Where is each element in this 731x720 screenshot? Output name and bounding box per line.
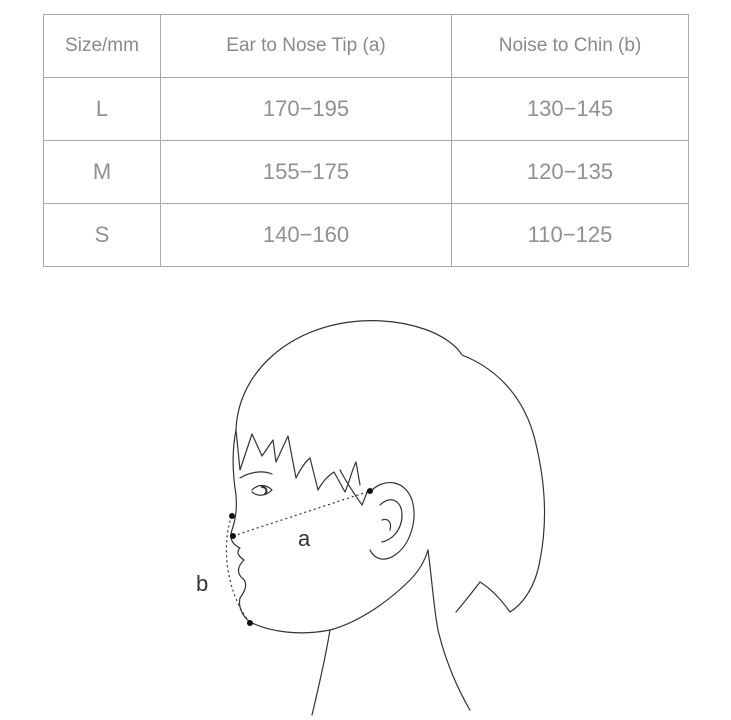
point-chin xyxy=(247,620,253,626)
table-row xyxy=(44,204,689,267)
table-header-row xyxy=(44,15,689,78)
label-a: a xyxy=(298,526,311,551)
point-nose-bridge xyxy=(229,513,235,519)
ear-to-nose-cell: 170−195 xyxy=(161,78,452,141)
head-measurement-diagram xyxy=(0,300,731,720)
point-ear xyxy=(367,488,373,494)
hair-fringe xyxy=(236,430,360,492)
eyebrow xyxy=(240,472,272,478)
table-row xyxy=(44,78,689,141)
size-cell: L xyxy=(44,78,161,141)
ear-outline xyxy=(370,483,414,560)
label-b: b xyxy=(196,571,209,596)
hair-back-edge xyxy=(456,582,510,612)
point-nose-tip xyxy=(230,533,236,539)
table-row xyxy=(44,141,689,204)
jaw-neck xyxy=(250,550,428,633)
neck-back xyxy=(428,550,470,710)
header-nose-to-chin: Noise to Chin (b) xyxy=(452,15,689,78)
header-ear-to-nose: Ear to Nose Tip (a) xyxy=(161,15,452,78)
nose-to-chin-cell: 130−145 xyxy=(452,78,689,141)
nose-to-chin-cell: 110−125 xyxy=(452,204,689,267)
ear-to-nose-cell: 155−175 xyxy=(161,141,452,204)
throat xyxy=(312,630,330,715)
ear-inner xyxy=(380,500,402,542)
hair-outline xyxy=(236,321,545,612)
header-size: Size/mm xyxy=(44,15,161,78)
ear-to-nose-cell: 140−160 xyxy=(161,204,452,267)
nose-to-chin-cell: 120−135 xyxy=(452,141,689,204)
size-cell: M xyxy=(44,141,161,204)
face-profile xyxy=(231,430,250,622)
size-cell: S xyxy=(44,204,161,267)
size-table xyxy=(43,14,689,267)
